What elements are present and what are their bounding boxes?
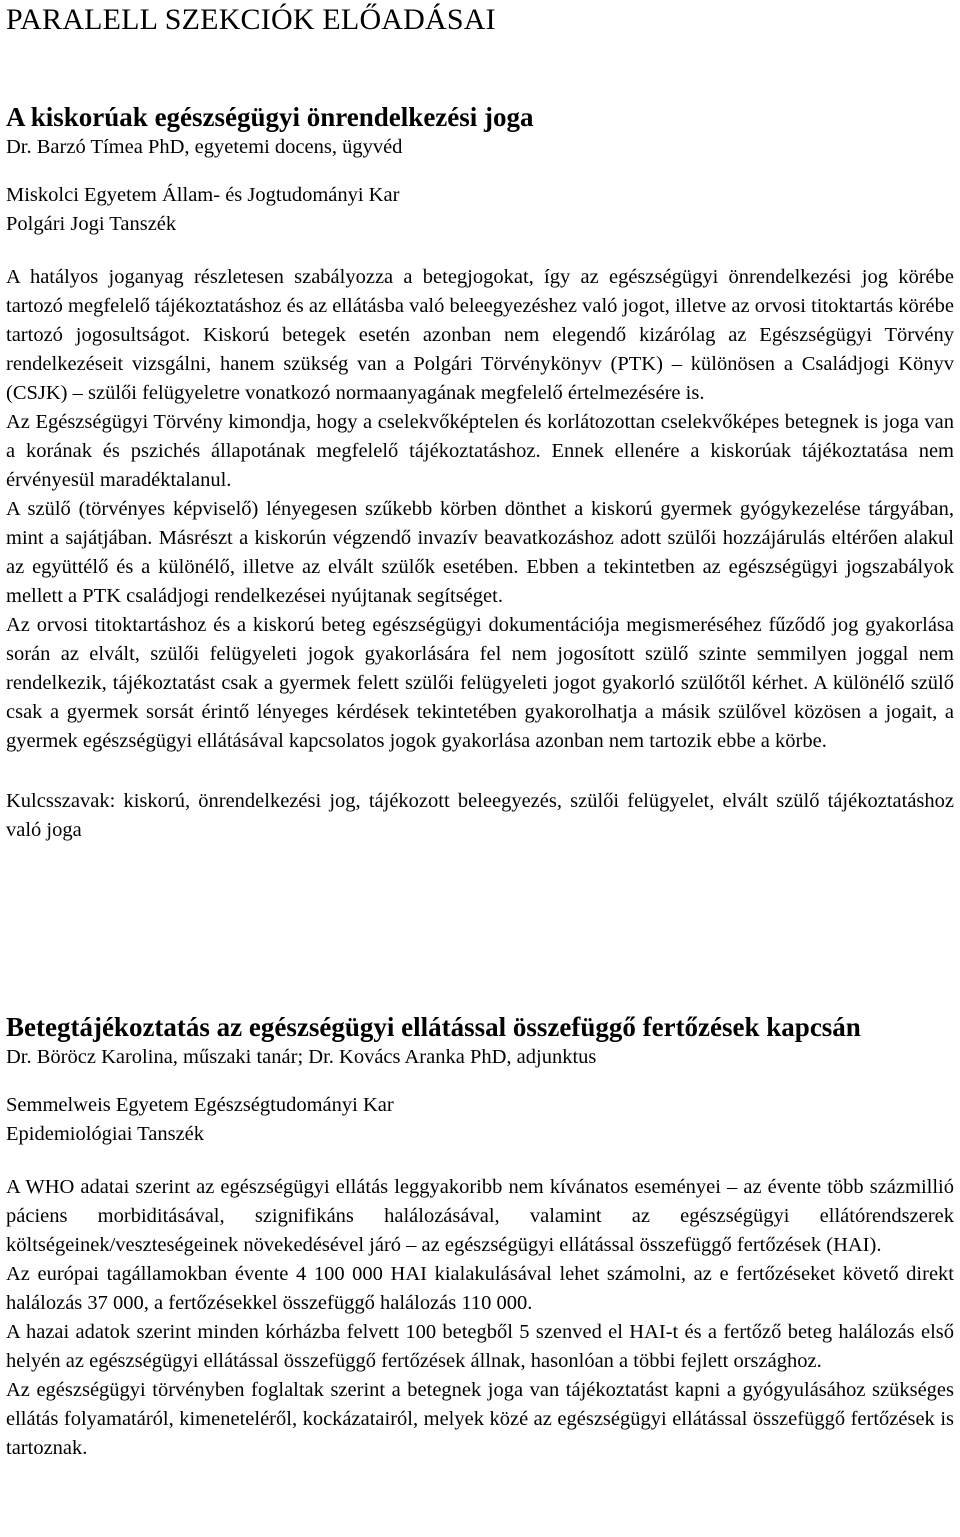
abstract-body xyxy=(6,263,954,756)
abstract-paragraph: Az Egészségügyi Törvény kimondja, hogy a cselekvőképtelen és korlátozottan cselekvőképes betegnek is joga van a korának és pszichés állapotának megfelelő tájékoztatáshoz. Ennek ellenére a kiskorúak tájékoztatása nem érvényesül maradéktalanul. xyxy=(6,411,954,491)
abstract-paragraph: A WHO adatai szerint az egészségügyi ellátás leggyakoribb nem kívánatos eseményei – az évente több százmillió páciens morbiditásával, szignifikáns halálozásával, valamint az egészségügyi ellátórendszerek költségeinek/veszteségeinek növekedésével járó – az egészségügyi ellátással összefüggő fertőzések (HAI). xyxy=(6,1176,954,1256)
abstract-paragraph: A hatályos joganyag részletesen szabályozza a betegjogokat, így az egészségügyi önrendelkezési jog körébe tartozó megfelelő tájékoztatáshoz és az ellátásba való beleegyezéshez való jogot, illetve az orvosi titoktartás körébe tartozó jogosultságot. Kiskorú betegek esetén azonban nem elegendő kizárólag az Egészségügyi Törvény rendelkezéseit vizsgálni, hanem szükség van a Polgári Törvénykönyv (PTK) – különösen a Családjogi Könyv (CSJK) – szülői felügyeletre vonatkozó normaanyagának megfelelő értelmezésére is. xyxy=(6,266,954,404)
abstract-paragraph: Az európai tagállamokban évente 4 100 000 HAI kialakulásával lehet számolni, az e fertőzéseket követő direkt halálozás 37 000, a fertőzésekkel összefüggő halálozás 110 000. xyxy=(6,1263,954,1314)
talk-abstract-1 xyxy=(6,101,954,845)
affiliation-department: Polgári Jogi Tanszék xyxy=(6,213,177,235)
talk-authors: Dr. Barzó Tímea PhD, egyetemi docens, ügyvéd xyxy=(6,136,403,158)
abstract-paragraph: Az egészségügyi törvényben foglaltak szerint a betegnek joga van tájékoztatást kapni a gyógyulásához szükséges ellátás folyamatáról, kimeneteléről, kockázatairól, melyek közé az egészségügyi ellátással összefüggő fertőzések is tartoznak. xyxy=(6,1379,954,1459)
keywords: Kulcsszavak: kiskorú, önrendelkezési jog, tájékozott beleegyezés, szülői felügyelet, elvált szülő tájékoztatáshoz való joga xyxy=(6,790,954,841)
talk-affiliation xyxy=(6,1091,954,1149)
abstract-paragraph: A hazai adatok szerint minden kórházba felvett 100 betegből 5 szenved el HAI-t és a fertőző beteg halálozás első helyén az egészségügyi ellátással összefüggő fertőzések állnak, hasonlóan a többi fejlett országhoz. xyxy=(6,1321,954,1372)
section-title: PARALELL SZEKCIÓK ELŐADÁSAI xyxy=(6,3,496,36)
talk-title: Betegtájékoztatás az egészségügyi ellátással összefüggő fertőzések kapcsán xyxy=(6,1012,861,1042)
talk-abstract-2 xyxy=(6,1011,954,1463)
affiliation-department: Epidemiológiai Tanszék xyxy=(6,1123,205,1145)
talk-authors: Dr. Böröcz Karolina, műszaki tanár; Dr. Kovács Aranka PhD, adjunktus xyxy=(6,1046,597,1068)
talk-affiliation xyxy=(6,181,954,239)
affiliation-institution: Semmelweis Egyetem Egészségtudományi Kar xyxy=(6,1094,394,1116)
abstract-paragraph: A szülő (törvényes képviselő) lényegesen szűkebb körben dönthet a kiskorú gyermek gyógykezelése tárgyában, mint a sajátjában. Másrészt a kiskorún végzendő invazív beavatkozáshoz adott szülői hozzájárulás eltérően alakul az együttélő és a különélő, illetve az elvált szülők esetében. Ebben a tekintetben az egészségügyi jogszabályok mellett a PTK családjogi rendelkezései nyújtanak segítséget. xyxy=(6,498,954,607)
abstract-paragraph: Az orvosi titoktartáshoz és a kiskorú beteg egészségügyi dokumentációja megismeréséhez fűződő jog gyakorlása során az elvált, szülői felügyeleti jogok gyakorlására fel nem jogosított szülő szinte semmilyen joggal nem rendelkezik, tájékoztatást csak a gyermek felett szülői felügyeleti jogot gyakorló szülőtől kérhet. A különélő szülő csak a gyermek sorsát érintő lényeges kérdések tekintetében gyakorolhatja a másik szülővel közösen a jogait, a gyermek egészségügyi ellátásával kapcsolatos jogok gyakorlása azonban nem tartozik ebbe a körbe. xyxy=(6,614,954,752)
talk-title: A kiskorúak egészségügyi önrendelkezési joga xyxy=(6,102,534,132)
affiliation-institution: Miskolci Egyetem Állam- és Jogtudományi Kar xyxy=(6,184,400,206)
abstract-body xyxy=(6,1173,954,1463)
